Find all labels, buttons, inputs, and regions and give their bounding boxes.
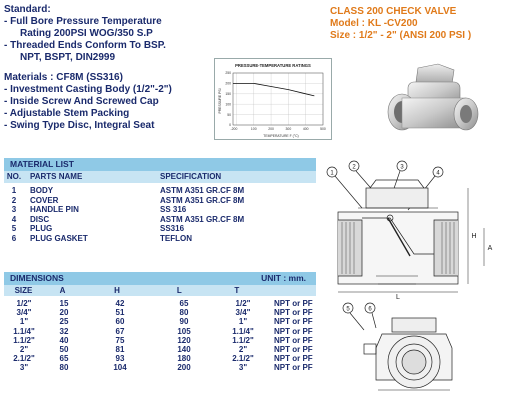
chart-y-tick: 250 — [225, 71, 231, 76]
material-spec: TEFLON — [160, 233, 192, 243]
dimensions-heading: DIMENSIONS — [10, 273, 64, 283]
dimension-cell: 200 — [177, 363, 191, 373]
dimension-cell: 1/2" — [16, 299, 32, 308]
dimension-cell: 1/2" — [235, 299, 251, 308]
pressure-temperature-chart — [214, 58, 332, 140]
section-view — [338, 180, 458, 284]
dimension-cell: 3/4" — [16, 308, 32, 318]
svg-text:5: 5 — [346, 306, 350, 313]
material-spec: ASTM A351 GR.CF 8M — [160, 214, 245, 224]
dimension-cell: 2.1/2" — [232, 354, 254, 364]
materials-title: Materials : CF8M (SS316) — [4, 72, 123, 83]
dimension-row — [4, 354, 316, 363]
chart-x-tick: 100 — [250, 127, 257, 131]
callout-2 — [349, 161, 359, 171]
dimensions-table — [4, 272, 316, 373]
end-view — [364, 318, 452, 390]
dimension-cell: 3/4" — [235, 308, 251, 318]
dimension-cell: 2" — [19, 344, 29, 354]
dimension-row — [4, 308, 316, 317]
product-header — [330, 6, 506, 42]
header-spec: SPECIFICATION — [160, 172, 222, 181]
dimension-row — [4, 336, 316, 345]
dimension-cell: 140 — [177, 344, 191, 354]
chart-y-tick: 100 — [225, 102, 231, 107]
chart-x-tick: 500 — [320, 127, 326, 131]
dim-header-l: L — [176, 286, 182, 295]
dimension-cell: 75 — [115, 335, 125, 345]
dimension-cell: 42 — [115, 299, 125, 308]
material-no: 3 — [11, 205, 17, 214]
dimensions-heading-bar — [4, 272, 316, 285]
chart-x-tick: 300 — [285, 127, 292, 131]
product-size: Size : 1/2" - 2" (ANSI 200 PSI ) — [330, 30, 472, 41]
material-part: COVER — [30, 195, 59, 205]
dim-header-thread — [267, 285, 306, 296]
dimensions-unit: UNIT : mm. — [261, 273, 306, 283]
material-row — [4, 224, 316, 234]
dim-header-h: H — [114, 286, 120, 295]
chart-y-tick: 200 — [225, 81, 231, 86]
dimension-cell: 1" — [19, 317, 29, 327]
chart-x-tick: 400 — [302, 127, 309, 131]
standard-line: Rating 200PSI WOG/350 S.P — [20, 28, 153, 39]
standard-title: Standard: — [4, 4, 51, 15]
dimension-cell: 180 — [177, 354, 191, 364]
material-part: BODY — [30, 186, 54, 195]
callout-6 — [365, 303, 375, 313]
dimension-cell: 50 — [59, 344, 69, 354]
materials-line: - Adjustable Stem Packing — [4, 108, 130, 119]
dim-label-l: L — [396, 294, 400, 301]
material-row — [4, 205, 316, 215]
material-part: DISC — [30, 214, 50, 224]
dimensions-header-row — [4, 285, 316, 296]
chart-x-tick: 200 — [268, 127, 274, 131]
material-no: 4 — [11, 214, 17, 224]
dimension-cell: 2" — [238, 344, 248, 354]
dimension-cell: 105 — [177, 326, 191, 336]
dimension-cell: 1.1/2" — [232, 335, 254, 345]
material-part: HANDLE PIN — [30, 205, 79, 214]
dimension-cell: NPT or PF — [274, 354, 313, 364]
svg-text:4: 4 — [436, 170, 440, 177]
dimension-cell: 80 — [179, 308, 189, 318]
materials-line: - Inside Screw And Screwed Cap — [4, 96, 159, 107]
dimension-cell: 90 — [179, 317, 189, 327]
svg-text:1: 1 — [330, 170, 334, 177]
chart-svg — [215, 59, 331, 139]
dimension-cell: 81 — [115, 344, 125, 354]
material-list-heading: MATERIAL LIST — [4, 158, 316, 171]
dimension-cell: NPT or PF — [274, 299, 313, 308]
dimension-cell: 67 — [115, 326, 125, 336]
dimension-cell: 60 — [115, 317, 125, 327]
dim-header-size: SIZE — [14, 286, 33, 295]
chart-y-tick: 50 — [227, 112, 231, 117]
callout-4 — [433, 167, 443, 177]
dimension-cell: NPT or PF — [274, 308, 313, 318]
callout-5 — [343, 303, 353, 313]
material-no: 2 — [11, 195, 17, 205]
dimension-cell: 65 — [179, 299, 189, 308]
dimension-cell: NPT or PF — [274, 317, 313, 327]
dimension-cell: NPT or PF — [274, 335, 313, 345]
standard-line: NPT, BSPT, DIN2999 — [20, 52, 116, 63]
dimension-cell: 15 — [59, 299, 69, 308]
dimension-cell: 25 — [59, 317, 69, 327]
dimension-cell: NPT or PF — [274, 363, 313, 373]
dimension-row — [4, 299, 316, 308]
header-part: PARTS NAME — [30, 172, 83, 181]
material-row — [4, 215, 316, 225]
dimension-cell: 104 — [113, 363, 127, 373]
dimension-cell: NPT or PF — [274, 344, 313, 354]
chart-x-tick: -20 — [230, 127, 236, 131]
dimension-cell: 32 — [59, 326, 69, 336]
materials-line: - Investment Casting Body (1/2"-2") — [4, 84, 172, 95]
svg-text:3: 3 — [400, 164, 404, 171]
technical-drawing — [318, 158, 506, 400]
chart-y-tick: 0 — [229, 123, 231, 128]
material-row — [4, 186, 316, 196]
product-model: Model : KL -CV200 — [330, 18, 418, 29]
material-row — [4, 234, 316, 244]
dimension-cell: 1" — [238, 317, 248, 327]
dimension-cell: 65 — [59, 354, 69, 364]
material-row — [4, 196, 316, 206]
material-list-table — [4, 158, 316, 243]
svg-text:2: 2 — [352, 164, 356, 171]
valve-photo — [380, 60, 490, 152]
material-no: 5 — [11, 224, 17, 233]
dimension-cell: 93 — [115, 354, 125, 364]
dimension-row — [4, 317, 316, 326]
chart-y-label: PRESSURE PSI — [218, 88, 222, 114]
material-no: 6 — [11, 233, 17, 243]
material-spec: ASTM A351 GR.CF 8M — [160, 195, 245, 205]
dim-header-t: T — [234, 286, 240, 295]
svg-text:6: 6 — [368, 306, 372, 313]
material-spec: ASTM A351 GR.CF 8M — [160, 186, 245, 195]
header-no: NO. — [6, 172, 22, 181]
dimension-cell: 3" — [19, 363, 29, 373]
chart-title: PRESSURE-TEMPERATURE RATINGS — [235, 63, 311, 68]
dimension-cell: 1.1/2" — [13, 335, 35, 345]
material-part: PLUG — [30, 224, 53, 233]
spec-text-block — [4, 4, 232, 132]
dimension-cell: 20 — [59, 308, 69, 318]
standard-line: - Full Bore Pressure Temperature — [4, 16, 162, 27]
chart-y-tick: 150 — [225, 92, 231, 96]
dimension-cell: 3" — [238, 363, 248, 373]
dimension-row — [4, 363, 316, 372]
materials-line: - Swing Type Disc, Integral Seat — [4, 120, 155, 131]
material-spec: SS316 — [160, 224, 185, 233]
material-spec: SS 316 — [160, 205, 187, 214]
dim-label-a: A — [487, 245, 493, 252]
chart-series-line — [233, 83, 314, 95]
dimension-cell: 1.1/4" — [232, 326, 254, 336]
dim-header-a: A — [59, 286, 66, 295]
dimension-cell: 80 — [59, 363, 69, 373]
dimension-row — [4, 327, 316, 336]
material-list-header-row — [4, 171, 316, 183]
chart-x-tick: 0 — [235, 127, 238, 131]
material-part: PLUG GASKET — [30, 233, 88, 243]
dimension-cell: 1.1/4" — [13, 326, 35, 336]
standard-line: - Threaded Ends Conform To BSP. — [4, 40, 166, 51]
dimension-cell: 40 — [59, 335, 69, 345]
product-class: CLASS 200 CHECK VALVE — [330, 6, 457, 17]
material-no: 1 — [11, 186, 17, 195]
dimension-cell: NPT or PF — [274, 326, 313, 336]
dimension-cell: 2.1/2" — [13, 354, 35, 364]
dim-label-h: H — [471, 233, 477, 240]
dimension-cell: 51 — [115, 308, 125, 318]
chart-x-label: TEMPERATURE F (°C) — [263, 134, 299, 138]
callout-3 — [397, 161, 407, 171]
chart-plot-frame — [233, 73, 323, 125]
dimension-row — [4, 345, 316, 354]
dimension-cell: 120 — [177, 335, 191, 345]
callout-1 — [327, 167, 337, 177]
